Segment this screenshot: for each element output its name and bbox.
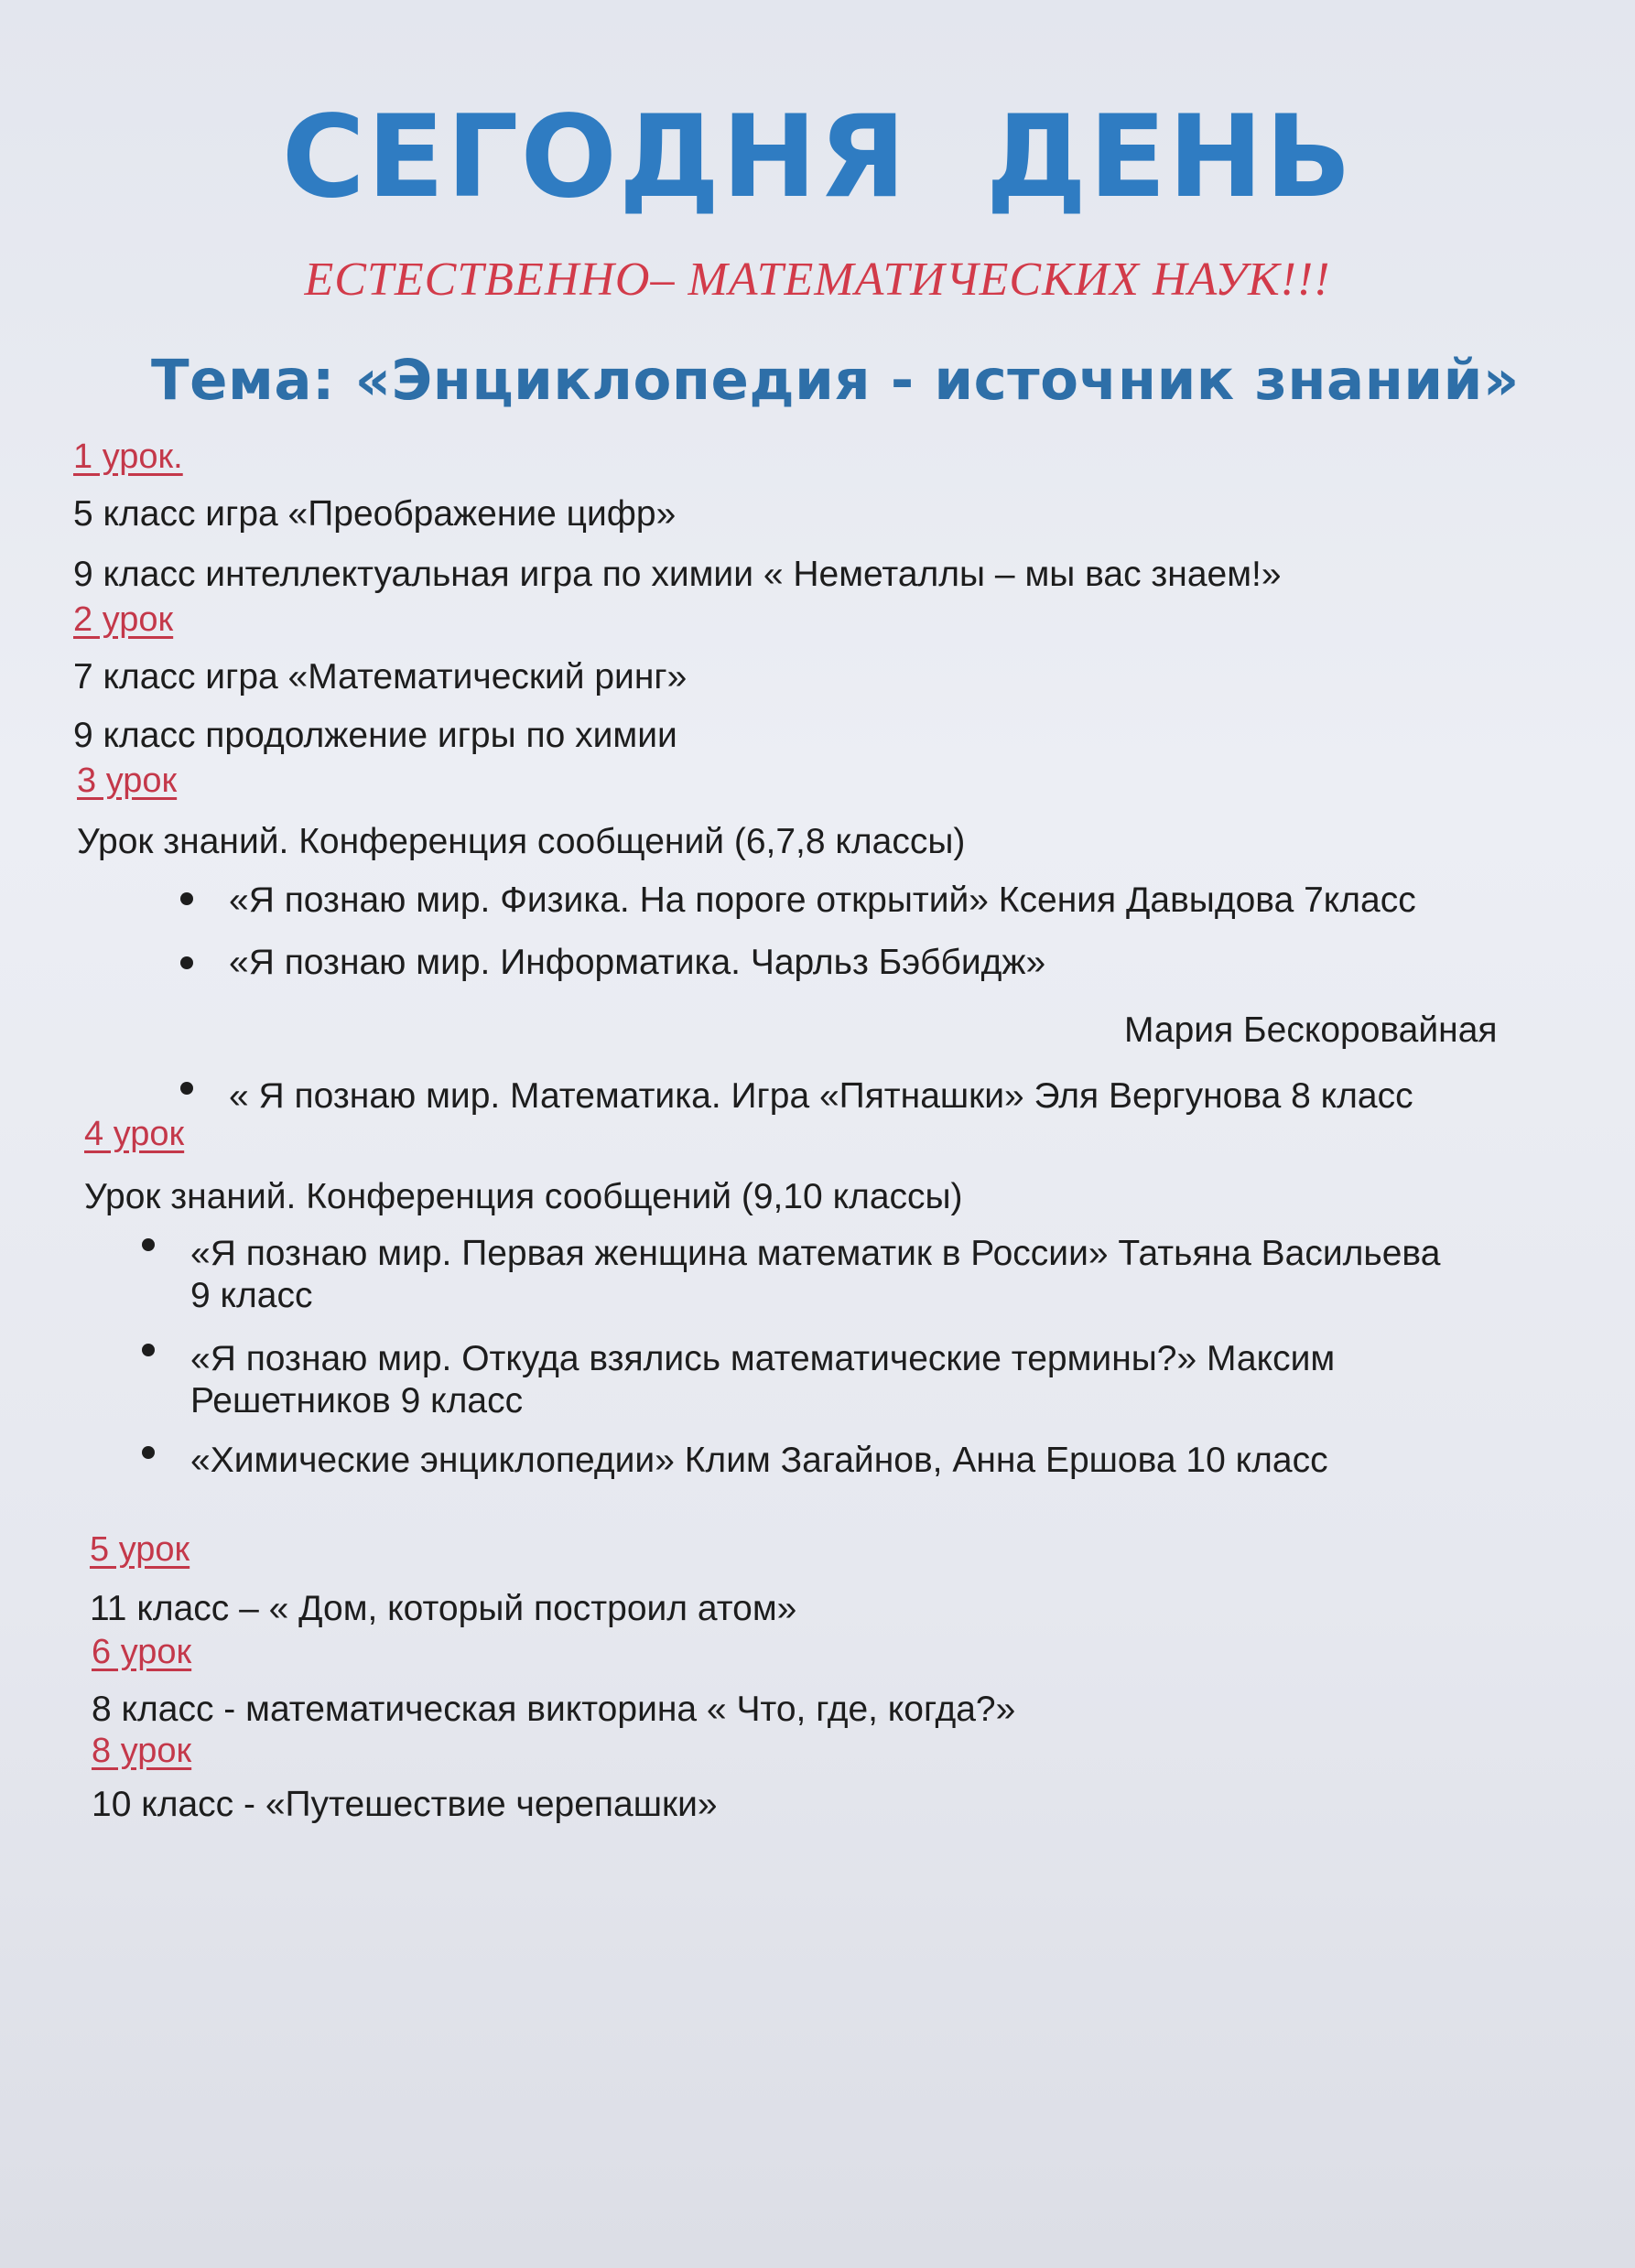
bullet-dot <box>142 1446 155 1459</box>
poster-subtitle: ЕСТЕСТВЕННО– МАТЕМАТИЧЕСКИХ НАУК!!! <box>304 254 1331 306</box>
lesson-3-heading: 3 урок <box>77 761 178 800</box>
bullet-dot <box>180 892 193 905</box>
bullet-dot <box>180 1082 193 1095</box>
lesson-3-intro: Урок знаний. Конференция сообщений (6,7,8 классы) <box>77 822 966 861</box>
lesson-5-heading: 5 урок <box>90 1530 190 1569</box>
lesson-8-item: 10 класс - «Путешествие черепашки» <box>92 1785 718 1824</box>
lesson-4-intro: Урок знаний. Конференция сообщений (9,10 классы) <box>84 1177 963 1216</box>
lesson-4-report: «Я познаю мир. Первая женщина математик в России» Татьяна Васильева 9 класс <box>190 1234 1441 1315</box>
lesson-4-report: «Химические энциклопедии» Клим Загайнов, Анна Ершова 10 класс <box>190 1441 1328 1480</box>
lesson-4-report: «Я познаю мир. Откуда взялись математические термины?» Максим Решетников 9 класс <box>190 1339 1336 1420</box>
bullet-dot <box>180 956 193 969</box>
lesson-1-heading: 1 урок. <box>73 437 183 476</box>
lesson-5-item: 11 класс – « Дом, который построил атом» <box>90 1589 797 1628</box>
lesson-1-item: 5 класс игра «Преображение цифр» <box>73 494 677 534</box>
lesson-2-item: 7 класс игра «Математический ринг» <box>73 657 688 697</box>
bullet-dot <box>142 1238 155 1251</box>
lesson-3-report-author: Мария Бескоровайная <box>1124 1010 1498 1050</box>
lesson-3-report: «Я познаю мир. Информатика. Чарльз Бэббидж» <box>229 943 1046 982</box>
bullet-dot <box>142 1344 155 1356</box>
lesson-2-item: 9 класс продолжение игры по химии <box>73 716 677 755</box>
lesson-3-report: « Я познаю мир. Математика. Игра «Пятнашки» Эля Вергунова 8 класс <box>229 1076 1413 1116</box>
lesson-1-item: 9 класс интеллектуальная игра по химии « Неметаллы – мы вас знаем!» <box>73 555 1282 594</box>
lesson-4-heading: 4 урок <box>84 1115 185 1153</box>
lesson-6-heading: 6 урок <box>92 1633 192 1671</box>
theme-heading: Тема: «Энциклопедия - источник знаний» <box>151 348 1520 413</box>
poster-title: СЕГОДНЯ ДЕНЬ <box>281 92 1354 223</box>
lesson-8-heading: 8 урок <box>92 1732 192 1770</box>
lesson-3-report: «Я познаю мир. Физика. На пороге открытий» Ксения Давыдова 7класс <box>229 880 1416 920</box>
lesson-6-item: 8 класс - математическая викторина « Что, где, когда?» <box>92 1690 1016 1729</box>
lesson-2-heading: 2 урок <box>73 600 174 639</box>
